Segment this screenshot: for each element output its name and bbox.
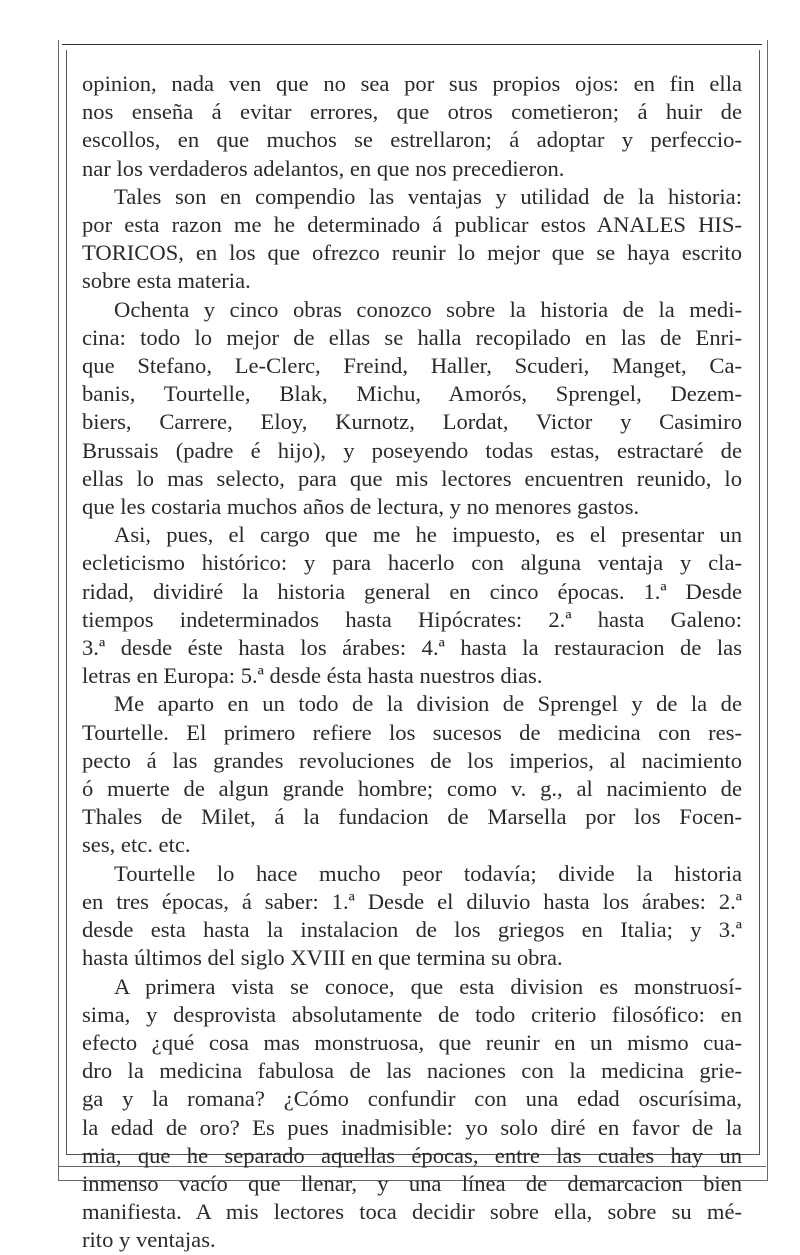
text-line: escollos, en que muchos se estrellaron; á adoptar y perfeccio- xyxy=(82,127,742,153)
text-line: por esta razon me he determinado á publicar estos ANALES HIS- xyxy=(82,212,742,238)
text-line: TORICOS, en los que ofrezco reunir lo mejor que se haya escrito xyxy=(82,240,742,266)
text-line: la edad de oro? Es pues inadmisible: yo solo diré en favor de la xyxy=(82,1114,742,1140)
text-line: biers, Carrere, Eloy, Kurnotz, Lordat, Victor y Casimiro xyxy=(82,409,742,435)
text-line: Brussais (padre é hijo), y poseyendo todas estas, estractaré de xyxy=(82,437,742,463)
text-line: nos enseña á evitar errores, que otros cometieron; á huir de xyxy=(82,99,742,125)
page-body-text xyxy=(82,70,742,1255)
text-line: inmenso vacío que llenar, y una línea de demarcacion bien xyxy=(82,1170,742,1196)
text-line: Tourtelle. El primero refiere los sucesos de medicina con res- xyxy=(82,719,742,745)
text-line: pecto á las grandes revoluciones de los imperios, al nacimiento xyxy=(82,747,742,773)
text-line: ecleticismo histórico: y para hacerlo con alguna ventaja y cla- xyxy=(82,550,742,576)
text-line: nar los verdaderos adelantos, en que nos precedieron. xyxy=(82,155,565,181)
text-line: en tres épocas, á saber: 1.ª Desde el diluvio hasta los árabes: 2.ª xyxy=(82,888,742,914)
text-line: efecto ¿qué cosa mas monstruosa, que reunir en un mismo cua- xyxy=(82,1029,742,1055)
text-line: tiempos indeterminados hasta Hipócrates: 2.ª hasta Galeno: xyxy=(82,606,742,632)
text-line: rito y ventajas. xyxy=(82,1227,216,1253)
text-line: sima, y desprovista absolutamente de todo criterio filosófico: en xyxy=(82,1001,742,1027)
text-line: cina: todo lo mejor de ellas se halla recopilado en las de Enri- xyxy=(82,324,742,350)
text-line: que les costaria muchos años de lectura, y no menores gastos. xyxy=(82,494,640,520)
text-line: hasta últimos del siglo XVIII en que termina su obra. xyxy=(82,945,563,971)
text-line: ses, etc. etc. xyxy=(82,832,191,858)
text-line: letras en Europa: 5.ª desde ésta hasta nuestros dias. xyxy=(82,663,543,689)
text-line: desde esta hasta la instalacion de los griegos en Italia; y 3.ª xyxy=(82,917,742,943)
top-rule xyxy=(62,44,762,45)
text-line: manifiesta. A mis lectores toca decidir sobre ella, sobre su mé- xyxy=(82,1199,742,1225)
text-line: sobre esta materia. xyxy=(82,268,251,294)
text-line: banis, Tourtelle, Blak, Michu, Amorós, Sprengel, Dezem- xyxy=(82,381,742,407)
text-line: ó muerte de algun grande hombre; como v. g., al nacimiento de xyxy=(82,776,742,802)
text-line: opinion, nada ven que no sea por sus propios ojos: en fin ella xyxy=(82,71,742,96)
text-line: Me aparto en un todo de la division de Sprengel y de la de xyxy=(114,691,742,717)
text-line: ga y la romana? ¿Cómo confundir con una edad oscurísima, xyxy=(82,1086,742,1112)
text-line: ellas lo mas selecto, para que mis lectores encuentren reunido, lo xyxy=(82,465,742,491)
text-line: Asi, pues, el cargo que me he impuesto, es el presentar un xyxy=(114,522,742,548)
text-line: Ochenta y cinco obras conozco sobre la historia de la medi- xyxy=(114,296,742,322)
text-line: dro la medicina fabulosa de las naciones con la medicina grie- xyxy=(82,1058,742,1084)
text-line: que Stefano, Le-Clerc, Freind, Haller, Scuderi, Manget, Ca- xyxy=(82,353,742,379)
text-line: Tourtelle lo hace mucho peor todavía; divide la historia xyxy=(114,860,742,886)
text-line: A primera vista se conoce, que esta division es monstruosí- xyxy=(114,973,742,999)
text-line: 3.ª desde éste hasta los árabes: 4.ª hasta la restauracion de las xyxy=(82,635,742,661)
text-line: ridad, dividiré la historia general en cinco épocas. 1.ª Desde xyxy=(82,578,742,604)
text-line: Tales son en compendio las ventajas y utilidad de la historia: xyxy=(114,183,742,209)
text-line: mia, que he separado aquellas épocas, entre las cuales hay un xyxy=(82,1142,742,1168)
text-line: Thales de Milet, á la fundacion de Marsella por los Focen- xyxy=(82,804,742,830)
